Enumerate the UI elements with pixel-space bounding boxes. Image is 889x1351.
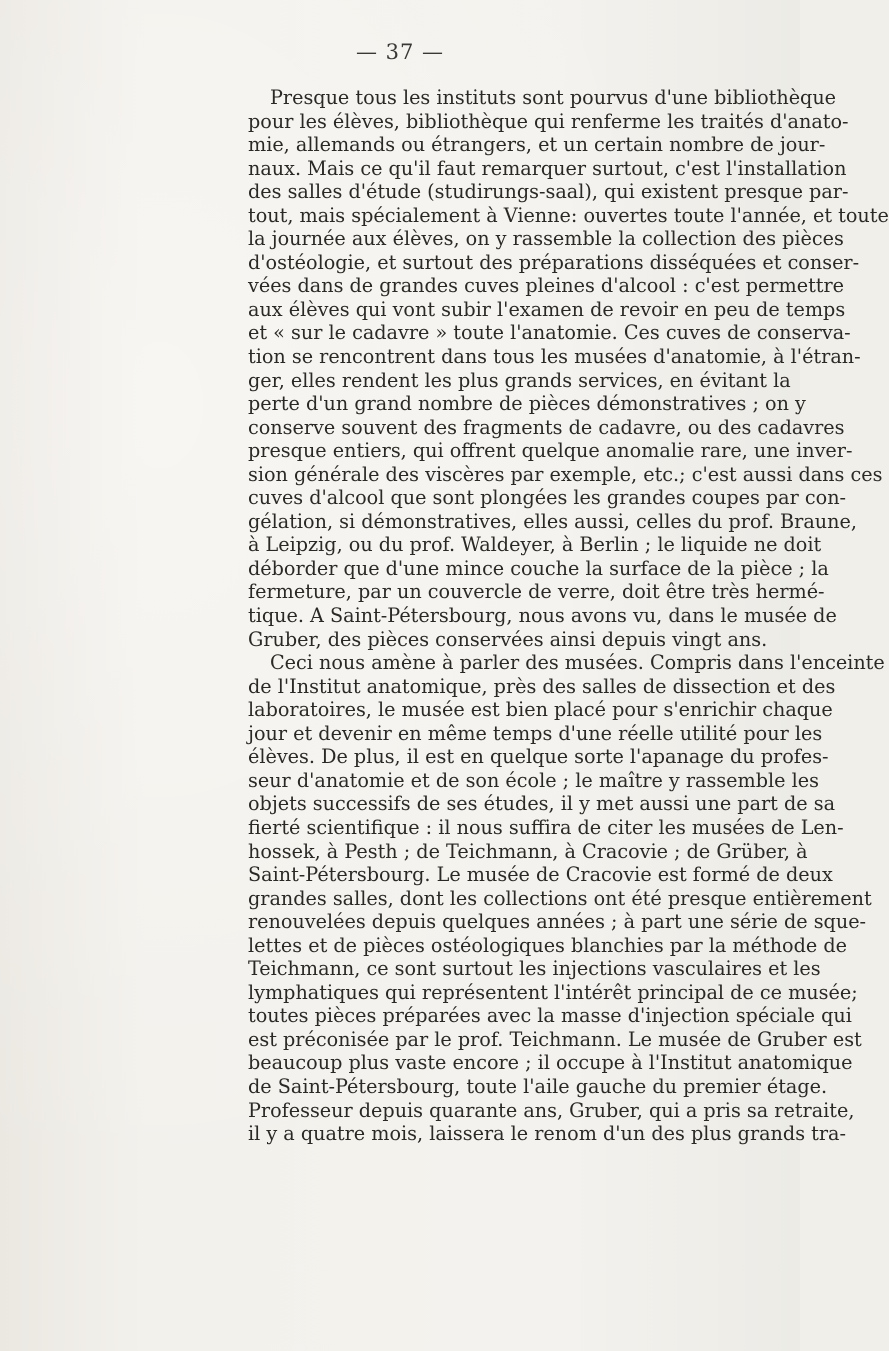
text-line: Saint-Pétersbourg. Le musée de Cracovie est formé de deux [248,863,833,887]
text-line: laboratoires, le musée est bien placé pour s'enrichir chaque [248,698,833,722]
text-line: sion générale des viscères par exemple, etc.; c'est aussi dans ces [248,462,883,486]
text-line: ger, elles rendent les plus grands services, en évitant la [248,368,791,392]
text-line: est préconisée par le prof. Teichmann. Le musée de Gruber est [248,1027,862,1051]
page-number: — 37 — [355,40,445,64]
text-line: toutes pièces préparées avec la masse d'injection spéciale qui [248,1004,852,1028]
text-line: d'ostéologie, et surtout des préparations disséquées et conser- [248,250,860,274]
text-line: tique. A Saint-Pétersbourg, nous avons vu, dans le musée de [248,604,837,628]
text-line: perte d'un grand nombre de pièces démonstratives ; on y [248,392,806,416]
text-line: Teichmann, ce sont surtout les injections vasculaires et les [248,957,821,981]
text-line: gélation, si démonstratives, elles aussi, celles du prof. Braune, [248,509,857,533]
text-line: aux élèves qui vont subir l'examen de revoir en peu de temps [248,297,846,321]
text-line: naux. Mais ce qu'il faut remarquer surtout, c'est l'installation [248,156,847,180]
text-line: Ceci nous amène à parler des musées. Compris dans l'enceinte [270,651,885,675]
text-body [248,86,889,1146]
text-line: lymphatiques qui représentent l'intérêt principal de ce musée; [248,980,858,1004]
text-line: déborder que d'une mince couche la surface de la pièce ; la [248,556,829,580]
text-line: seur d'anatomie et de son école ; le maître y rassemble les [248,768,819,792]
text-line: beaucoup plus vaste encore ; il occupe à l'Institut anatomique [248,1051,853,1075]
text-line: fermeture, par un couvercle de verre, doit être très hermé- [248,580,825,604]
text-line: tion se rencontrent dans tous les musées d'anatomie, à l'étran- [248,345,861,369]
text-line: des salles d'étude (studirungs-saal), qui existent presque par- [248,180,849,204]
text-line: vées dans de grandes cuves pleines d'alcool : c'est permettre [248,274,845,298]
text-line: pour les élèves, bibliothèque qui renferme les traités d'anato- [248,109,849,133]
text-line: de l'Institut anatomique, près des salles de dissection et des [248,674,836,698]
text-line: Professeur depuis quarante ans, Gruber, qui a pris sa retraite, [248,1098,855,1122]
text-line: cuves d'alcool que sont plongées les grandes coupes par con- [248,486,847,510]
text-line: presque entiers, qui offrent quelque anomalie rare, une inver- [248,439,853,463]
text-line: à Leipzig, ou du prof. Waldeyer, à Berlin ; le liquide ne doit [248,533,822,557]
text-line: jour et devenir en même temps d'une réelle utilité pour les [248,721,823,745]
text-line: de Saint-Pétersbourg, toute l'aile gauche du premier étage. [248,1074,828,1098]
text-line: lettes et de pièces ostéologiques blanchies par la méthode de [248,933,847,957]
text-line: conserve souvent des fragments de cadavre, ou des cadavres [248,415,845,439]
text-line: mie, allemands ou étrangers, et un certain nombre de jour- [248,133,826,157]
text-line: tout, mais spécialement à Vienne: ouvertes toute l'année, et toute [248,203,889,227]
text-line: objets successifs de ses études, il y met aussi une part de sa [248,792,836,816]
text-line: hossek, à Pesth ; de Teichmann, à Cracovie ; de Grüber, à [248,839,808,863]
text-line: Presque tous les instituts sont pourvus d'une bibliothèque [270,86,837,109]
text-line: il y a quatre mois, laissera le renom d'un des plus grands tra- [248,1122,846,1146]
text-line: fierté scientifique : il nous suffira de citer les musées de Len- [248,815,844,839]
text-line: grandes salles, dont les collections ont été presque entièrement [248,886,872,910]
text-line: la journée aux élèves, on y rassemble la collection des pièces [248,227,844,251]
text-line: renouvelées depuis quelques années ; à part une série de sque- [248,910,867,934]
text-line: élèves. De plus, il est en quelque sorte l'apanage du profes- [248,745,829,769]
text-line: et « sur le cadavre » toute l'anatomie. Ces cuves de conserva- [248,321,851,345]
text-line: Gruber, des pièces conservées ainsi depuis vingt ans. [248,627,768,651]
